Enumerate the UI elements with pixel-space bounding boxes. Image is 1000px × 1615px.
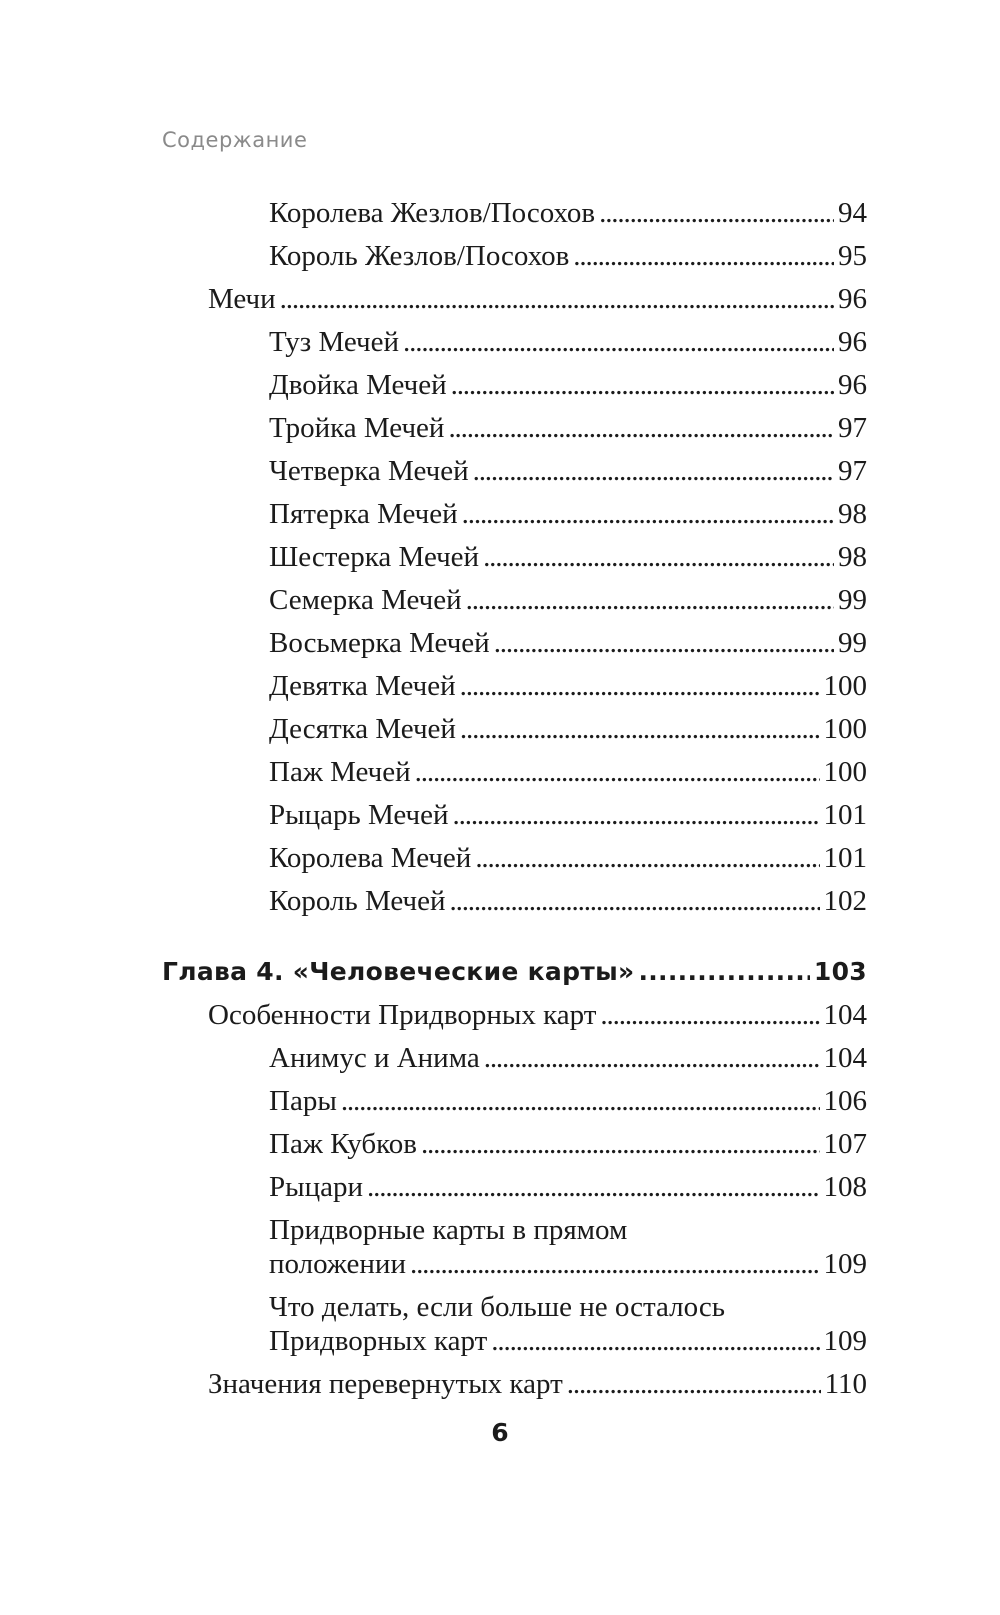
section-gap bbox=[162, 927, 867, 955]
dot-leader bbox=[600, 998, 819, 1032]
toc-entry-page: 102 bbox=[823, 885, 867, 917]
dot-leader bbox=[473, 454, 834, 488]
toc-entry-page: 100 bbox=[823, 670, 867, 702]
toc-entry[interactable] bbox=[162, 196, 867, 230]
toc-entry-title: Король Мечей bbox=[269, 885, 446, 917]
dot-leader bbox=[415, 755, 820, 789]
toc-entry[interactable] bbox=[162, 626, 867, 660]
toc-entry-title: Тройка Мечей bbox=[269, 412, 445, 444]
toc-entry-title: Королева Жезлов/Посохов bbox=[269, 197, 596, 229]
dot-leader bbox=[466, 583, 834, 617]
running-header: Содержание bbox=[162, 128, 308, 152]
dot-leader bbox=[421, 1127, 820, 1161]
toc-entry[interactable] bbox=[162, 411, 867, 445]
dot-leader bbox=[475, 841, 819, 875]
toc-entry-title: Паж Кубков bbox=[269, 1128, 417, 1160]
toc-entry[interactable] bbox=[162, 884, 867, 918]
toc-entry-title: Рыцарь Мечей bbox=[269, 799, 449, 831]
toc-entry[interactable] bbox=[162, 1290, 867, 1358]
toc-entry-title: Особенности Придворных карт bbox=[208, 999, 597, 1031]
dot-leader bbox=[460, 712, 820, 746]
toc-entry-page: 98 bbox=[838, 498, 867, 530]
toc-entry-page: 101 bbox=[823, 842, 867, 874]
toc-entry-title: Анимус и Анима bbox=[269, 1042, 480, 1074]
toc-entry-title: положении bbox=[269, 1248, 406, 1280]
dot-leader bbox=[341, 1084, 820, 1118]
dot-leader bbox=[483, 540, 834, 574]
dot-leader bbox=[573, 239, 834, 273]
toc-section-court-cards bbox=[162, 998, 867, 1401]
toc-entry-page: 104 bbox=[823, 1042, 867, 1074]
toc-entry-title: Десятка Мечей bbox=[269, 713, 456, 745]
toc-entry-title: Король Жезлов/Посохов bbox=[269, 240, 570, 272]
toc-entry-page: 96 bbox=[838, 369, 867, 401]
toc-entry-page: 101 bbox=[823, 799, 867, 831]
table-of-contents bbox=[162, 196, 867, 1410]
toc-entry[interactable] bbox=[162, 798, 867, 832]
dot-leader bbox=[567, 1367, 821, 1401]
toc-entry-page: 98 bbox=[838, 541, 867, 573]
toc-entry-title: Шестерка Мечей bbox=[269, 541, 480, 573]
toc-entry-page: 107 bbox=[823, 1128, 867, 1160]
chapter-page: 103 bbox=[813, 957, 867, 986]
toc-entry[interactable] bbox=[162, 1041, 867, 1075]
toc-entry-page: 110 bbox=[824, 1368, 867, 1400]
toc-entry[interactable] bbox=[162, 368, 867, 402]
page-number: 6 bbox=[491, 1418, 509, 1447]
toc-entry-title: Двойка Мечей bbox=[269, 369, 447, 401]
dot-leader bbox=[450, 884, 820, 918]
toc-entry[interactable] bbox=[162, 669, 867, 703]
toc-entry[interactable] bbox=[162, 1367, 867, 1401]
toc-entry[interactable] bbox=[162, 325, 867, 359]
toc-entry-page: 94 bbox=[838, 197, 867, 229]
toc-entry[interactable] bbox=[162, 1170, 867, 1204]
toc-entry-title: Придворных карт bbox=[269, 1325, 488, 1357]
toc-entry-page: 99 bbox=[838, 627, 867, 659]
toc-entry-page: 97 bbox=[838, 412, 867, 444]
dot-leader bbox=[484, 1041, 820, 1075]
toc-entry-title-line1: Что делать, если больше не осталось bbox=[269, 1291, 725, 1323]
toc-entry[interactable] bbox=[162, 998, 867, 1032]
toc-entry-page: 96 bbox=[838, 283, 867, 315]
toc-entry-title: Паж Мечей bbox=[269, 756, 411, 788]
toc-entry[interactable] bbox=[162, 1127, 867, 1161]
toc-entry-title: Пятерка Мечей bbox=[269, 498, 458, 530]
dot-leader bbox=[453, 798, 820, 832]
toc-entry-page: 104 bbox=[823, 999, 867, 1031]
dot-leader bbox=[410, 1247, 820, 1281]
toc-entry-title: Королева Мечей bbox=[269, 842, 472, 874]
toc-entry-page: 99 bbox=[838, 584, 867, 616]
dot-leader bbox=[460, 669, 820, 703]
toc-entry-page: 109 bbox=[823, 1248, 867, 1280]
dot-leader bbox=[403, 325, 834, 359]
dot-leader bbox=[367, 1170, 819, 1204]
dot-leader bbox=[638, 955, 809, 989]
toc-section-swords bbox=[162, 196, 867, 918]
chapter-title: Глава 4. «Человеческие карты» bbox=[162, 957, 635, 986]
toc-entry[interactable] bbox=[162, 1213, 867, 1281]
toc-entry-page: 96 bbox=[838, 326, 867, 358]
toc-entry-title: Семерка Мечей bbox=[269, 584, 462, 616]
dot-leader bbox=[494, 626, 834, 660]
dot-leader bbox=[462, 497, 834, 531]
toc-entry[interactable] bbox=[162, 583, 867, 617]
toc-entry[interactable] bbox=[162, 497, 867, 531]
dot-leader bbox=[599, 196, 834, 230]
toc-entry[interactable] bbox=[162, 712, 867, 746]
toc-entry-title: Туз Мечей bbox=[269, 326, 400, 358]
toc-entry-title: Мечи bbox=[208, 283, 276, 315]
toc-entry[interactable] bbox=[162, 1084, 867, 1118]
toc-entry-title: Девятка Мечей bbox=[269, 670, 456, 702]
toc-entry-page: 100 bbox=[823, 713, 867, 745]
dot-leader bbox=[451, 368, 834, 402]
toc-entry-title: Рыцари bbox=[269, 1171, 364, 1203]
toc-entry[interactable] bbox=[162, 282, 867, 316]
toc-entry-page: 106 bbox=[823, 1085, 867, 1117]
toc-entry[interactable] bbox=[162, 454, 867, 488]
toc-entry[interactable] bbox=[162, 755, 867, 789]
toc-entry-page: 100 bbox=[823, 756, 867, 788]
dot-leader bbox=[280, 282, 834, 316]
toc-entry-page: 109 bbox=[823, 1325, 867, 1357]
toc-entry-title: Четверка Мечей bbox=[269, 455, 469, 487]
toc-entry-title-line1: Придворные карты в прямом bbox=[269, 1214, 628, 1246]
dot-leader bbox=[448, 411, 834, 445]
toc-entry-page: 95 bbox=[838, 240, 867, 272]
toc-entry-title: Значения перевернутых карт bbox=[208, 1368, 563, 1400]
toc-entry[interactable] bbox=[162, 239, 867, 273]
dot-leader bbox=[491, 1324, 819, 1358]
toc-entry[interactable] bbox=[162, 540, 867, 574]
toc-entry-page: 108 bbox=[823, 1171, 867, 1203]
toc-entry[interactable] bbox=[162, 841, 867, 875]
toc-entry-title: Восьмерка Мечей bbox=[269, 627, 490, 659]
toc-entry-title: Пары bbox=[269, 1085, 337, 1117]
toc-chapter-4[interactable] bbox=[162, 955, 867, 989]
toc-entry-page: 97 bbox=[838, 455, 867, 487]
